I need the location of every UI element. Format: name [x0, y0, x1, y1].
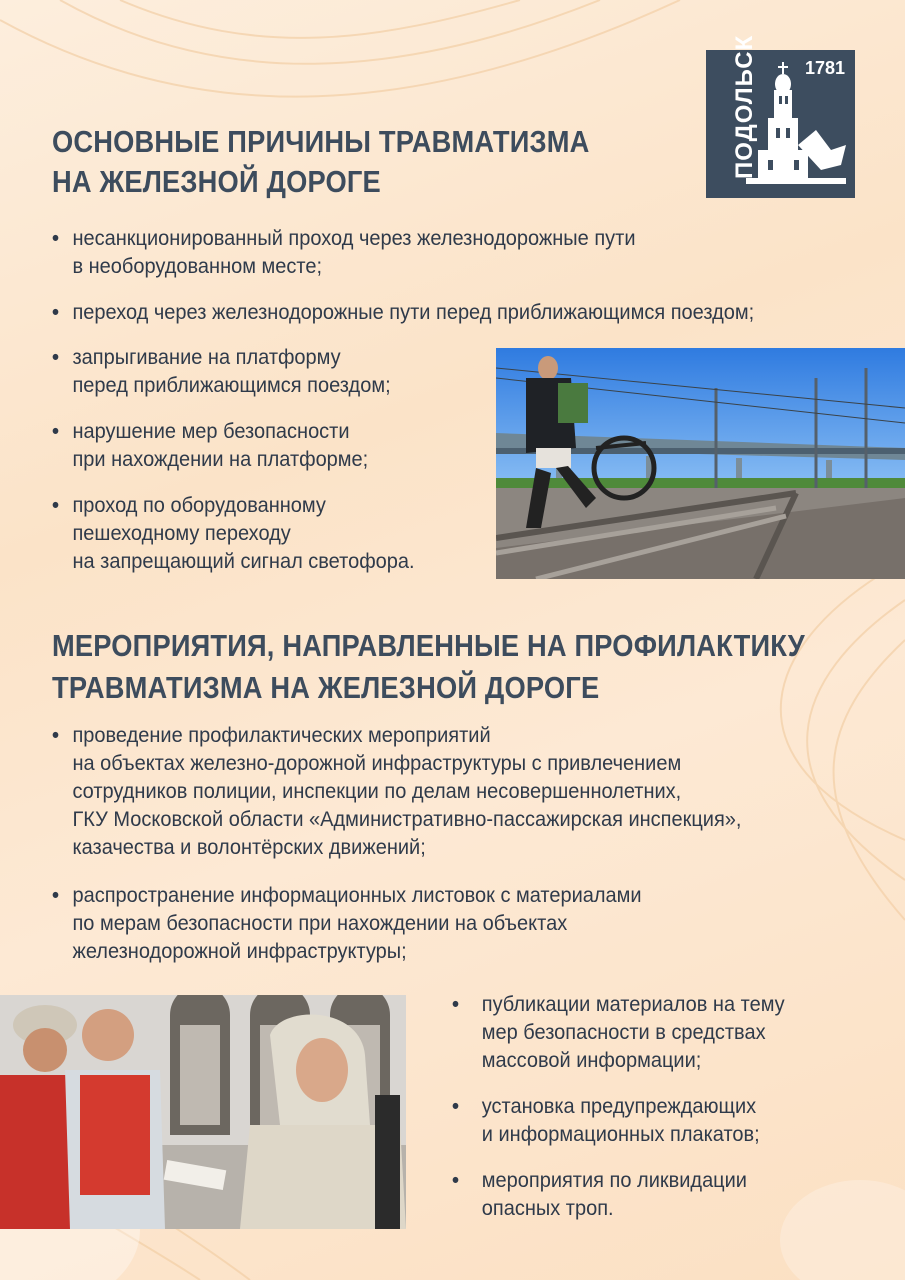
measures-list-continued: [452, 990, 892, 1222]
list-item: • запрыгивание на платформу перед приближающимся поездом;: [52, 343, 824, 399]
list-item: • проход по оборудованному пешеходному переходу на запрещающий сигнал светофора.: [52, 491, 824, 575]
section2-title-line1: МЕРОПРИЯТИЯ, НАПРАВЛЕННЫЕ НА ПРОФИЛАКТИКУ: [52, 628, 805, 663]
list-item: • публикации материалов на тему мер безопасности в средствах массовой информации;: [452, 990, 861, 1074]
list-item: • проведение профилактических мероприятий на объектах железно-дорожной инфраструктуры с привлечением сотрудников полиции, инспекции по делам несовершеннолетних, ГКУ Московской области «Административно-пассажирская инспекция», казачества и волонтёрских движений;: [52, 721, 824, 861]
list-item: • установка предупреждающих и информационных плакатов;: [452, 1092, 861, 1148]
list-item: • несанкционированный проход через железнодорожные пути в необорудованном месте;: [52, 224, 824, 280]
list-item: • мероприятия по ликвидации опасных троп.: [452, 1166, 861, 1222]
railway-photo: [496, 348, 905, 579]
section1-title-line2: НА ЖЕЛЕЗНОЙ ДОРОГЕ: [52, 164, 381, 199]
measures-list: [52, 721, 882, 965]
list-item: • распространение информационных листовок с материалами по мерам безопасности при нахождении на объектах железнодорожной инфраструктуры;: [52, 881, 824, 965]
volunteers-photo: [0, 995, 406, 1229]
list-item: • нарушение мер безопасности при нахождении на платформе;: [52, 417, 824, 473]
section2-title-line2: ТРАВМАТИЗМА НА ЖЕЛЕЗНОЙ ДОРОГЕ: [52, 670, 600, 705]
logo-city-name: ПОДОЛЬСК: [731, 34, 758, 179]
city-logo: [706, 34, 855, 198]
section1-title-line1: ОСНОВНЫЕ ПРИЧИНЫ ТРАВМАТИЗМА: [52, 124, 590, 159]
logo-year: 1781: [804, 58, 845, 78]
list-item: • переход через железнодорожные пути перед приближающимся поездом;: [52, 298, 824, 326]
